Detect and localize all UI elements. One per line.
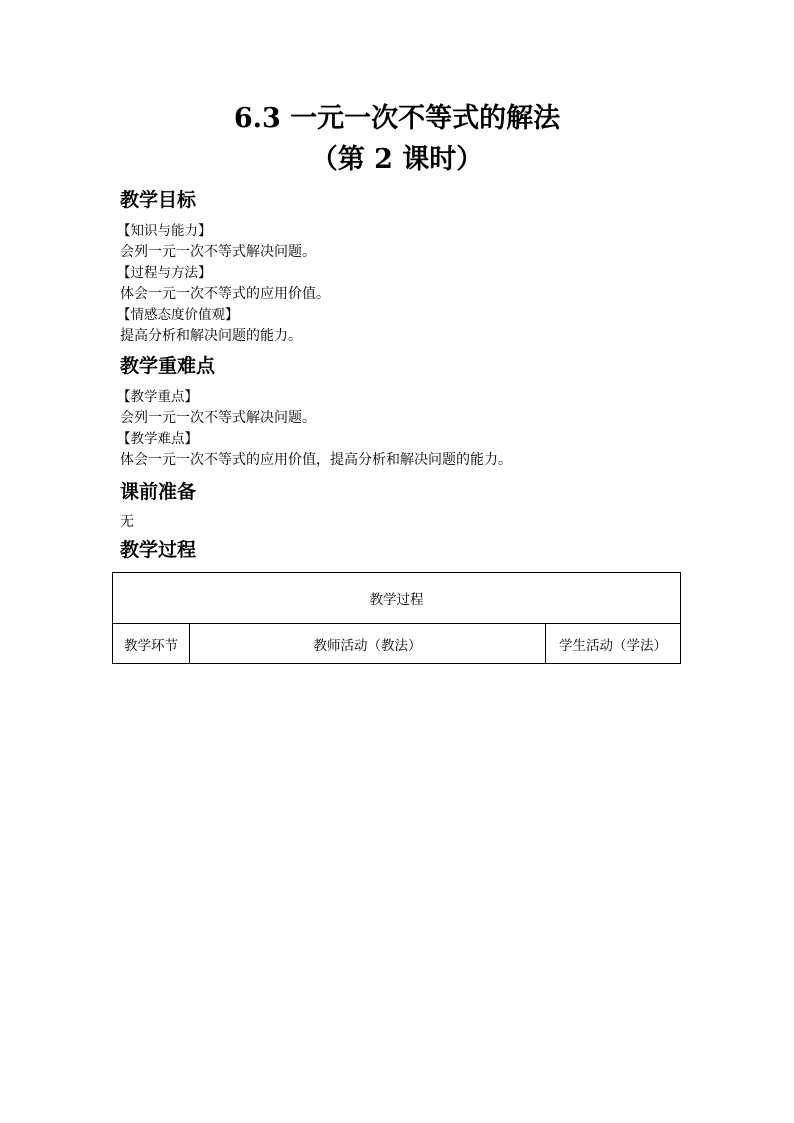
knowledge-label: 【知识与能力】 [117, 223, 212, 239]
focus-text: 会列一元一次不等式解决问题。 [120, 410, 316, 426]
emotion-label: 【情感态度价值观】 [117, 307, 239, 323]
document-title: 6.3 一元一次不等式的解法 [233, 103, 561, 134]
preparation-text: 无 [120, 514, 134, 530]
focus-label: 【教学重点】 [117, 389, 198, 405]
process-method-label: 【过程与方法】 [117, 265, 212, 281]
table-cell-teaching-stage: 教学环节 [113, 624, 190, 663]
difficulty-label: 【教学难点】 [117, 431, 198, 447]
section-heading-key-points: 教学重难点 [120, 355, 216, 377]
process-method-text: 体会一元一次不等式的应用价值。 [120, 286, 330, 302]
table-cell-student-activity: 学生活动（学法） [559, 637, 667, 654]
document-subtitle: （第 2 课时） [310, 144, 484, 175]
emotion-text: 提高分析和解决问题的能力。 [120, 328, 302, 344]
section-heading-objectives: 教学目标 [120, 189, 197, 211]
section-heading-process: 教学过程 [120, 539, 197, 561]
difficulty-text: 体会一元一次不等式的应用价值，提高分析和解决问题的能力。 [120, 452, 512, 468]
table-header-cell: 教学过程 [113, 573, 680, 624]
table-cell-teacher-activity: 教师活动（教法） [190, 624, 546, 663]
teaching-process-table [112, 572, 681, 664]
knowledge-text: 会列一元一次不等式解决问题。 [120, 244, 316, 260]
section-heading-preparation: 课前准备 [120, 481, 197, 503]
